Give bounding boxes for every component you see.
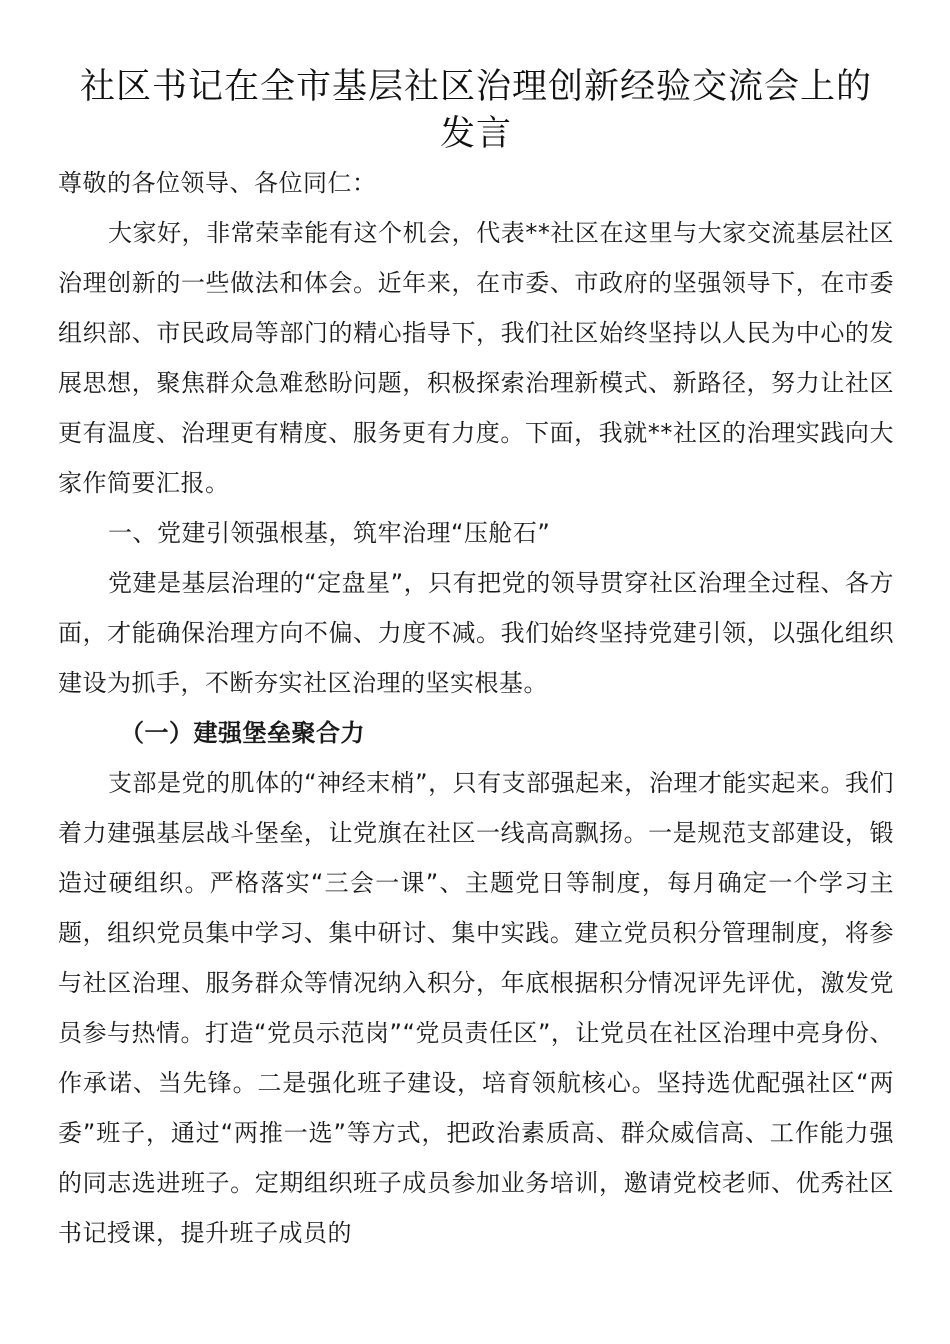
salutation: 尊敬的各位领导、各位同仁：	[58, 169, 377, 197]
subsection-1-paragraph: 支部是党的肌体的“神经末梢”，只有支部强起来，治理才能实起来。我们着力建强基层战斗堡垒，让党旗在社区一线高高飘扬。一是规范支部建设，锻造过硬组织。严格落实“三会一课”、主题党日等制度，每月确定一个学习主题，组织党员集中学习、集中研讨、集中实践。建立党员积分管理制度，将参与社区治理、服务群众等情况纳入积分，年底根据积分情况评先评优，激发党员参与热情。打造“党员示范岗”“党员责任区”，让党员在社区治理中亮身份、作承诺、当先锋。二是强化班子建设，培育领航核心。坚持选优配强社区“两委”班子，通过“两推一选”等方式，把政治素质高、群众威信高、工作能力强的同志选进班子。定期组织班子成员参加业务培训，邀请党校老师、优秀社区书记授课，提升班子成员的	[58, 769, 894, 1247]
intro-paragraph: 大家好，非常荣幸能有这个机会，代表**社区在这里与大家交流基层社区治理创新的一些做法和体会。近年来，在市委、市政府的坚强领导下，在市委组织部、市民政局等部门的精心指导下，我们社区始终坚持以人民为中心的发展思想，聚焦群众急难愁盼问题，积极探索治理新模式、新路径，努力让社区更有温度、治理更有精度、服务更有力度。下面，我就**社区的治理实践向大家作简要汇报。	[58, 219, 894, 497]
section-1-heading: 一、党建引领强根基，筑牢治理“压舱石”	[108, 519, 551, 547]
document-page	[58, 64, 894, 1258]
document-title: 社区书记在全市基层社区治理创新经验交流会上的发言	[79, 67, 872, 154]
section-1-paragraph: 党建是基层治理的“定盘星”，只有把党的领导贯穿社区治理全过程、各方面，才能确保治理方向不偏、力度不减。我们始终坚持党建引领，以强化组织建设为抓手，不断夯实社区治理的坚实根基。	[58, 569, 894, 697]
subsection-1-heading: （一）建强堡垒聚合力	[120, 719, 365, 747]
